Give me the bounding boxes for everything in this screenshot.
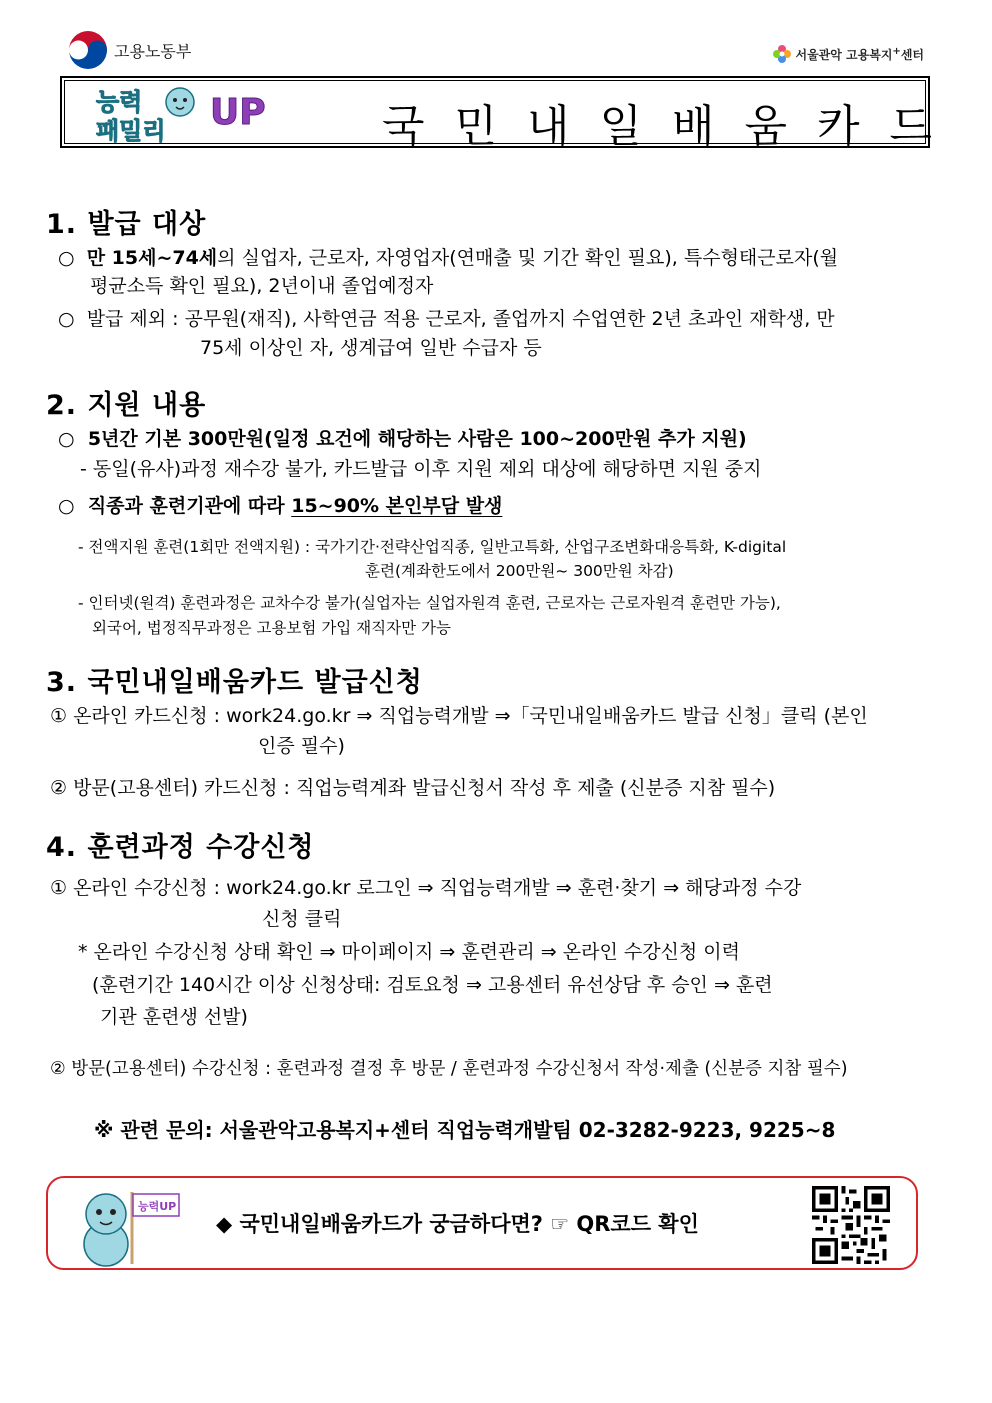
section-2-heading: 2. 지원 내용 xyxy=(46,390,207,421)
mascot-icon xyxy=(76,1184,186,1270)
sec1-line-2: 평균소득 확인 필요), 2년이내 졸업예정자 xyxy=(90,275,434,297)
contact-info: ※ 관련 문의: 서울관악고용복지+센터 직업능력개발팀 02-3282-9223, 9225~8 xyxy=(94,1118,836,1142)
qr-info-box xyxy=(46,1176,918,1270)
qr-prompt-text: ◆ 국민내일배움카드가 궁금하다면? ☞ QR코드 확인 xyxy=(216,1212,699,1236)
svg-text:패밀리: 패밀리 xyxy=(96,117,166,144)
page-title: 국민내일배움카드 xyxy=(382,101,963,152)
sec2-line-6: - 인터넷(원격) 훈련과정은 교차수강 불가(실업자는 실업자원격 훈련, 근로자는 근로자원격 훈련만 가능), xyxy=(78,594,781,612)
sec2-line-4: - 전액지원 훈련(1회만 전액지원) : 국가기간·전략산업직종, 일반고특화, 산업구조변화대응특화, K-digital xyxy=(78,538,787,556)
center-logo xyxy=(772,44,925,64)
sec3-line-2: 인증 필수) xyxy=(258,735,345,757)
title-box xyxy=(60,76,963,152)
neungryeok-family-up-logo xyxy=(92,84,312,144)
sec3-line-3: ② 방문(고용센터) 카드신청 : 직업능력계좌 발급신청서 작성 후 제출 (신분증 지참 필수) xyxy=(50,777,776,799)
sec4-line-4: (훈련기간 140시간 이상 신청상태: 검토요청 ⇒ 고용센터 유선상담 후 승인 ⇒ 훈련 xyxy=(92,974,773,996)
section-1-heading: 1. 발급 대상 xyxy=(46,209,207,240)
sec1-line-3: ○ 발급 제외 : 공무원(재직), 사학연금 적용 근로자, 졸업까지 수업연한 2년 초과인 재학생, 만 xyxy=(58,308,835,330)
ministry-name: 고용노동부 xyxy=(114,41,192,61)
sec3-line-1: ① 온라인 카드신청 : work24.go.kr ⇒ 직업능력개발 ⇒「국민내일배움카드 발급 신청」클릭 (본인 xyxy=(50,705,868,727)
sec4-line-2: 신청 클릭 xyxy=(262,908,342,930)
sec2-line-7: 외국어, 법정직무과정은 고용보험 가입 재직자만 가능 xyxy=(92,619,451,637)
sec2-line-2: - 동일(유사)과정 재수강 불가, 카드발급 이후 지원 제외 대상에 해당하면 지원 중지 xyxy=(80,458,762,480)
sec1-line-1: ○ 만 15세~74세의 실업자, 근로자, 자영업자(연매출 및 기간 확인 필요), 특수형태근로자(월 xyxy=(58,247,839,269)
taegeuk-emblem-icon xyxy=(68,30,108,70)
sec2-line-1: ○ 5년간 기본 300만원(일정 요건에 해당하는 사람은 100~200만원 추가 지원) xyxy=(58,428,747,450)
center-name: 서울관악 고용복지+센터 xyxy=(795,45,924,62)
sec2-line-3: ○ 직종과 훈련기관에 따라 15~90% 본인부담 발생 xyxy=(58,495,503,517)
sec1-line-4: 75세 이상인 자, 생계급여 일반 수급자 등 xyxy=(200,337,542,359)
ministry-logo xyxy=(68,30,191,70)
section-3-heading: 3. 국민내일배움카드 발급신청 xyxy=(46,667,423,698)
svg-text:능력UP: 능력UP xyxy=(138,1200,177,1213)
sec4-line-3: * 온라인 수강신청 상태 확인 ⇒ 마이페이지 ⇒ 훈련관리 ⇒ 온라인 수강신청 이력 xyxy=(78,941,741,963)
sec2-line-5: 훈련(계좌한도에서 200만원~ 300만원 차감) xyxy=(365,562,674,580)
flower-icon xyxy=(772,44,792,64)
svg-text:능력: 능력 xyxy=(96,88,143,116)
qr-code-icon[interactable] xyxy=(812,1186,890,1264)
sec4-line-5: 기관 훈련생 선발) xyxy=(100,1006,248,1028)
sec4-line-1: ① 온라인 수강신청 : work24.go.kr 로그인 ⇒ 직업능력개발 ⇒ 훈련·찾기 ⇒ 해당과정 수강 xyxy=(50,877,802,899)
section-4-heading: 4. 훈련과정 수강신청 xyxy=(46,832,315,863)
sec4-line-6: ② 방문(고용센터) 수강신청 : 훈련과정 결정 후 방문 / 훈련과정 수강신청서 작성·제출 (신분증 지참 필수) xyxy=(50,1059,848,1079)
svg-text:UP: UP xyxy=(210,92,266,133)
